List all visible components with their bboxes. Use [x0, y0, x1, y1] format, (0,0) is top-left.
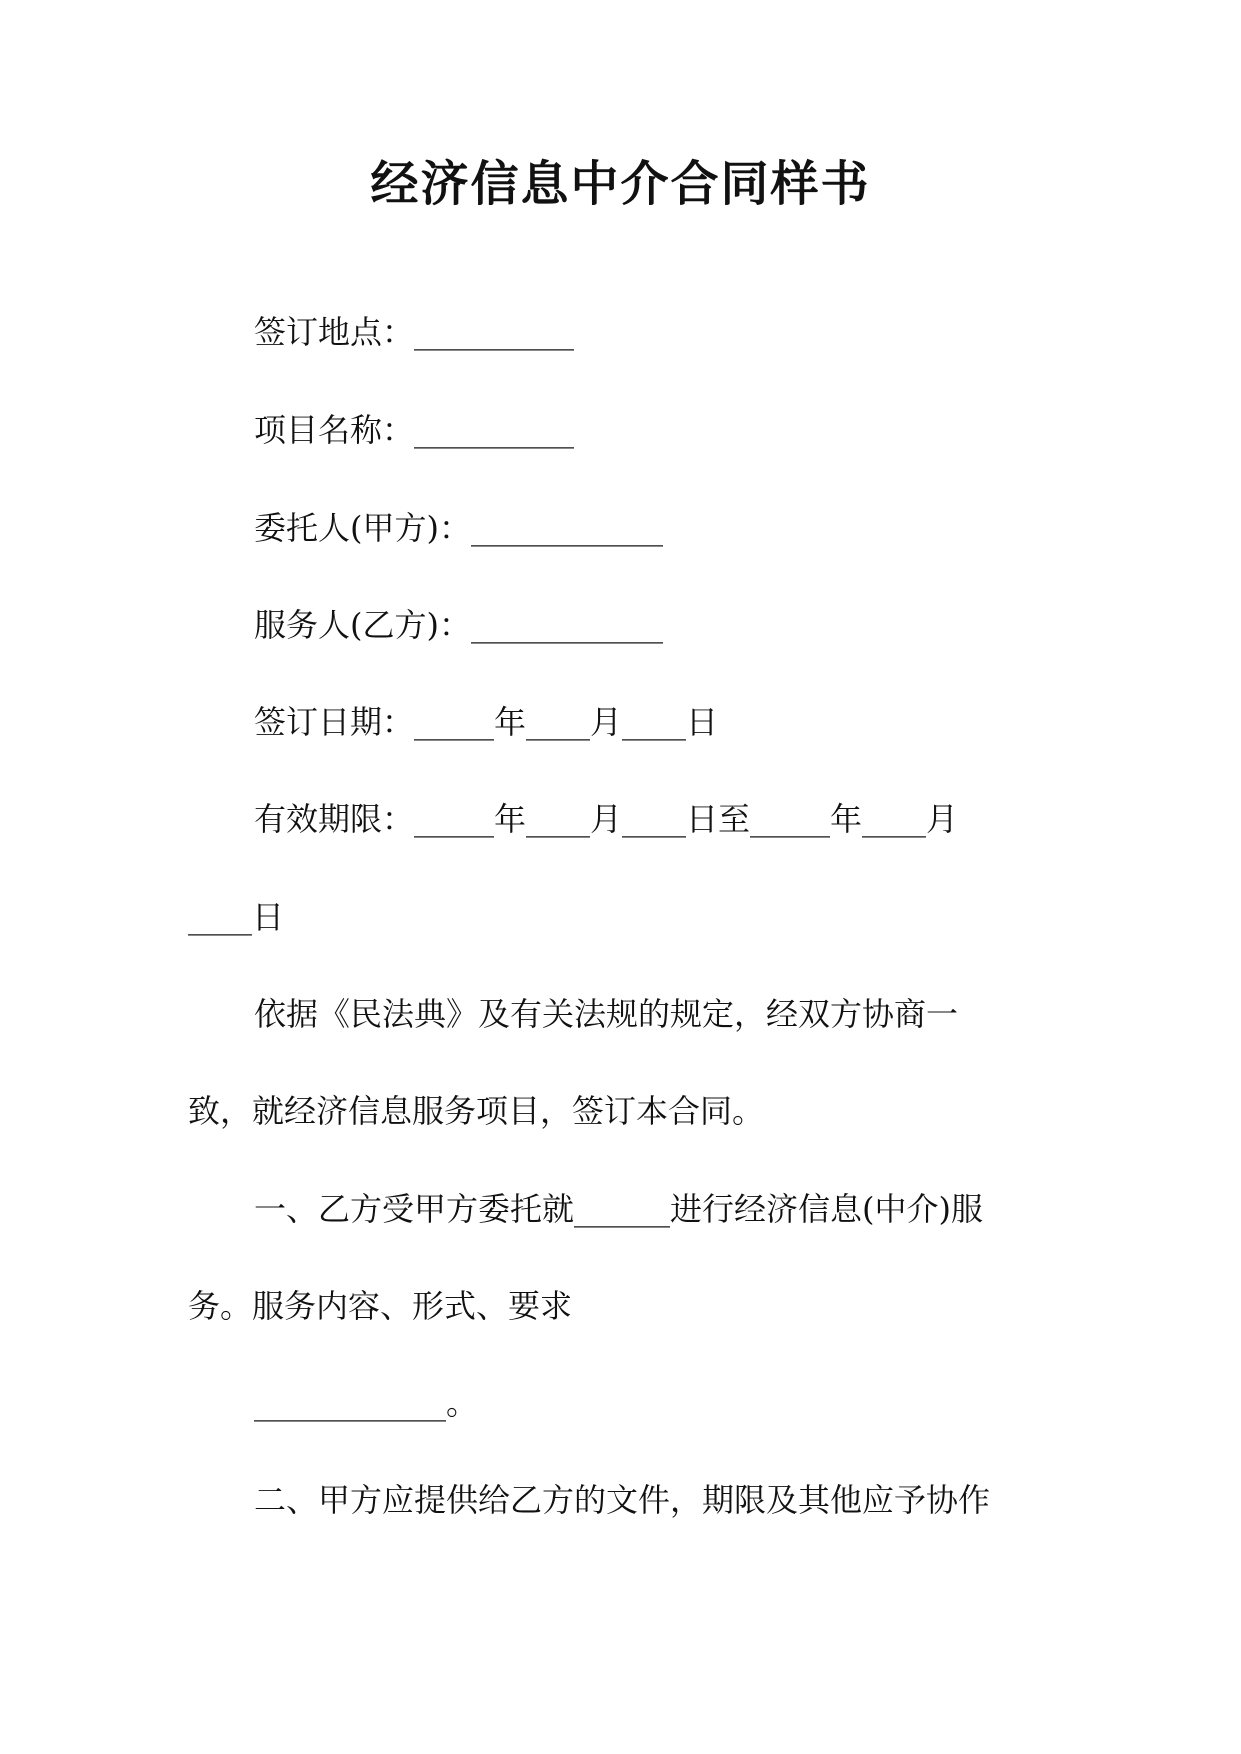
project-name-line: 项目名称：__________ [254, 411, 575, 449]
preamble-paragraph-line-1: 依据《民法典》及有关法规的规定，经双方协商一 [254, 995, 959, 1033]
validity-period-continuation: ____日 [188, 898, 285, 936]
validity-period-line: 有效期限：_____年____月____日至_____年____月 [254, 800, 959, 838]
signing-place-line: 签订地点：__________ [254, 313, 575, 351]
signing-date-line: 签订日期：_____年____月____日 [254, 703, 719, 741]
service-party-b-line: 服务人(乙方)：____________ [254, 606, 663, 644]
client-party-a-line: 委托人(甲方)：____________ [254, 509, 663, 547]
clause-2-line-1: 二、甲方应提供给乙方的文件，期限及其他应予协作 [254, 1481, 991, 1519]
clause-1-line-1: 一、乙方受甲方委托就______进行经济信息(中介)服 [254, 1190, 983, 1228]
document-title: 经济信息中介合同样书 [370, 156, 871, 212]
clause-1-line-3: ____________。 [254, 1384, 479, 1422]
preamble-paragraph-line-2: 致，就经济信息服务项目，签订本合同。 [188, 1092, 765, 1130]
clause-1-line-2: 务。服务内容、形式、要求 [188, 1287, 573, 1325]
